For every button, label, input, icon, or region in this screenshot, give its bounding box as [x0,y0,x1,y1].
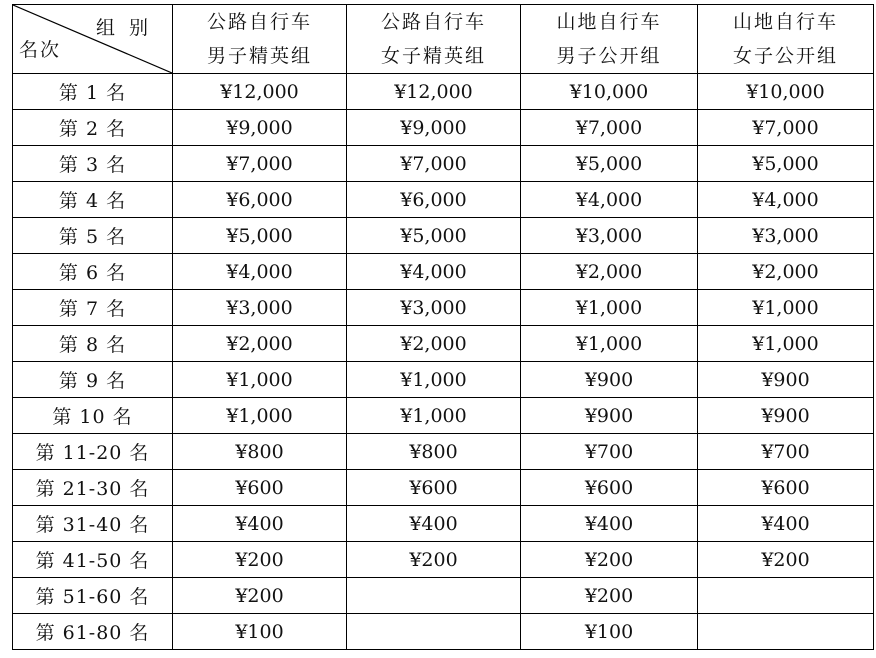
prize-cell: ¥400 [173,506,347,542]
prize-cell: ¥600 [173,470,347,506]
corner-group-label: 组别 [95,17,162,39]
prize-cell: ¥200 [698,542,874,578]
prize-cell: ¥9,000 [347,110,521,146]
prize-cell: ¥1,000 [698,326,874,362]
prize-cell: ¥5,000 [521,146,698,182]
prize-cell: ¥6,000 [173,182,347,218]
prize-cell: ¥1,000 [173,362,347,398]
header-row [13,5,874,74]
column-header-line1: 公路自行车 [206,11,312,33]
prize-cell: ¥900 [521,398,698,434]
prize-cell: ¥10,000 [698,74,874,110]
table-row [13,542,874,578]
prize-cell: ¥4,000 [698,182,874,218]
prize-cell: ¥2,000 [173,326,347,362]
table-row [13,470,874,506]
table-row [13,74,874,110]
prize-cell: ¥400 [347,506,521,542]
rank-cell: 第 8 名 [13,326,173,362]
prize-cell: ¥3,000 [173,290,347,326]
prize-cell: ¥2,000 [698,254,874,290]
prize-cell: ¥1,000 [347,398,521,434]
prize-cell: ¥700 [521,434,698,470]
prize-cell: ¥400 [521,506,698,542]
corner-header-cell [13,5,173,74]
table-row [13,146,874,182]
rank-cell: 第 2 名 [13,110,173,146]
rank-cell: 第 5 名 [13,218,173,254]
column-header-line2: 男子精英组 [206,45,312,67]
prize-cell: ¥200 [347,542,521,578]
prize-cell: ¥10,000 [521,74,698,110]
rank-cell: 第 4 名 [13,182,173,218]
table-row [13,182,874,218]
table-row [13,614,874,650]
corner-rank-label: 名次 [19,39,62,61]
prize-cell: ¥200 [521,578,698,614]
prize-cell [698,614,874,650]
prize-cell: ¥1,000 [521,290,698,326]
prize-cell: ¥800 [173,434,347,470]
table-row [13,398,874,434]
prize-cell: ¥12,000 [173,74,347,110]
prize-cell: ¥100 [521,614,698,650]
prize-cell: ¥6,000 [347,182,521,218]
prize-cell: ¥1,000 [521,326,698,362]
prize-cell: ¥200 [173,542,347,578]
prize-cell: ¥7,000 [521,110,698,146]
column-header-line1: 山地自行车 [556,11,662,33]
column-header [347,5,521,74]
prize-cell: ¥7,000 [173,146,347,182]
column-header [173,5,347,74]
prize-cell: ¥600 [698,470,874,506]
prize-cell: ¥4,000 [521,182,698,218]
rank-cell: 第 41-50 名 [13,542,173,578]
prize-cell: ¥5,000 [698,146,874,182]
prize-cell: ¥1,000 [347,362,521,398]
table-row [13,254,874,290]
rank-cell: 第 6 名 [13,254,173,290]
rank-cell: 第 1 名 [13,74,173,110]
prize-cell: ¥100 [173,614,347,650]
prize-cell: ¥600 [347,470,521,506]
rank-cell: 第 7 名 [13,290,173,326]
prize-cell: ¥3,000 [347,290,521,326]
prize-cell: ¥1,000 [173,398,347,434]
prize-cell: ¥200 [521,542,698,578]
column-header-line2: 女子公开组 [732,45,838,67]
rank-cell: 第 9 名 [13,362,173,398]
rank-cell: 第 51-60 名 [13,578,173,614]
table-row [13,578,874,614]
rank-cell: 第 10 名 [13,398,173,434]
prize-cell: ¥9,000 [173,110,347,146]
prize-cell: ¥4,000 [347,254,521,290]
column-header-line2: 女子精英组 [380,45,486,67]
prize-cell: ¥1,000 [698,290,874,326]
table-row [13,290,874,326]
table-row [13,434,874,470]
column-header-line1: 公路自行车 [380,11,486,33]
prize-cell: ¥800 [347,434,521,470]
prize-cell: ¥3,000 [698,218,874,254]
prize-cell: ¥200 [173,578,347,614]
prize-table [12,4,874,650]
prize-cell [347,614,521,650]
prize-cell [698,578,874,614]
table-row [13,326,874,362]
prize-cell: ¥4,000 [173,254,347,290]
prize-cell: ¥2,000 [521,254,698,290]
prize-cell: ¥7,000 [347,146,521,182]
rank-cell: 第 31-40 名 [13,506,173,542]
prize-cell: ¥5,000 [347,218,521,254]
prize-cell: ¥900 [698,398,874,434]
table-body [13,74,874,650]
table-row [13,506,874,542]
column-header-line1: 山地自行车 [732,11,838,33]
prize-cell: ¥900 [698,362,874,398]
prize-cell: ¥5,000 [173,218,347,254]
rank-cell: 第 11-20 名 [13,434,173,470]
prize-cell [347,578,521,614]
prize-cell: ¥700 [698,434,874,470]
table-row [13,110,874,146]
prize-cell: ¥400 [698,506,874,542]
prize-cell: ¥3,000 [521,218,698,254]
prize-cell: ¥600 [521,470,698,506]
rank-cell: 第 21-30 名 [13,470,173,506]
table-row [13,218,874,254]
column-header-line2: 男子公开组 [556,45,662,67]
rank-cell: 第 61-80 名 [13,614,173,650]
column-header [698,5,874,74]
prize-cell: ¥2,000 [347,326,521,362]
prize-cell: ¥7,000 [698,110,874,146]
prize-cell: ¥900 [521,362,698,398]
rank-cell: 第 3 名 [13,146,173,182]
table-row [13,362,874,398]
prize-cell: ¥12,000 [347,74,521,110]
column-header [521,5,698,74]
